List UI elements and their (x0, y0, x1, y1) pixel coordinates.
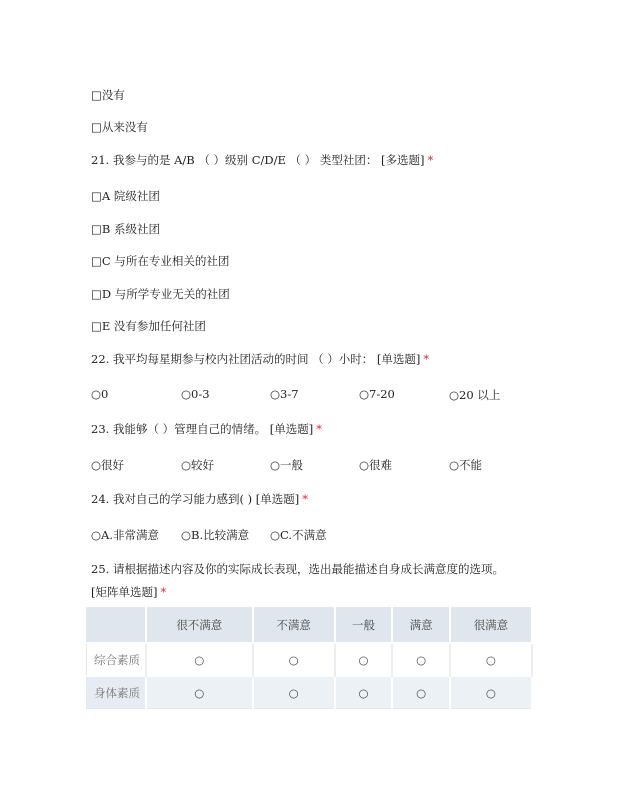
q22-option-3-7[interactable]: ○3-7 (270, 387, 299, 401)
q23-option-good[interactable]: ○较好 (181, 458, 215, 472)
matrix-col-header: 一般 (335, 608, 393, 644)
question-25-type: [矩阵单选题] (91, 585, 158, 599)
required-mark: * (302, 492, 308, 506)
question-23-text: 23. 我能够（ ）管理自己的情绪。 [单选题] (91, 422, 314, 436)
option-never[interactable]: □从来没有 (91, 120, 148, 134)
required-mark: * (160, 585, 167, 599)
q22-option-7-20[interactable]: ○7-20 (359, 387, 395, 401)
question-22-text: 22. 我平均每星期参与校内社团活动的时间 （ ）小时： [单选题] (91, 352, 421, 366)
q24-option-b[interactable]: ○B.比较满意 (181, 528, 250, 542)
question-22 (91, 351, 429, 367)
q22-option-20-plus[interactable]: ○20 以上 (449, 388, 501, 402)
matrix-radio[interactable]: ○ (146, 676, 253, 709)
matrix-row-label: 综合素质 (87, 643, 147, 676)
matrix-header-row (87, 608, 533, 644)
matrix-radio[interactable]: ○ (335, 643, 393, 676)
q23-option-very-good[interactable]: ○很好 (91, 458, 125, 472)
q21-option-b[interactable]: □B 系级社团 (91, 222, 160, 236)
q21-option-e[interactable]: □E 没有参加任何社团 (91, 319, 206, 333)
matrix-radio[interactable]: ○ (450, 676, 532, 709)
matrix-radio[interactable]: ○ (392, 676, 450, 709)
matrix-corner (87, 608, 147, 644)
required-mark: * (316, 422, 322, 436)
q24-option-a[interactable]: ○A.非常满意 (91, 528, 159, 542)
matrix-radio[interactable]: ○ (392, 643, 450, 676)
matrix-col-header: 满意 (392, 608, 450, 644)
q24-option-c[interactable]: ○C.不满意 (270, 528, 327, 542)
q21-option-a[interactable]: □A 院级社团 (91, 189, 160, 203)
question-23 (91, 421, 322, 437)
option-none[interactable]: □没有 (91, 88, 125, 102)
matrix-radio[interactable]: ○ (335, 676, 393, 709)
required-mark: * (427, 153, 434, 167)
required-mark: * (423, 352, 430, 366)
question-25-line1: 25. 请根据描述内容及你的实际成长表现，选出最能描述自身成长满意度的选项。 (91, 562, 504, 576)
q23-option-average[interactable]: ○一般 (270, 458, 304, 472)
matrix-radio[interactable]: ○ (253, 676, 335, 709)
matrix-row (87, 676, 533, 709)
matrix-radio[interactable]: ○ (253, 643, 335, 676)
question-24-text: 24. 我对自己的学习能力感到( ) [单选题] (91, 492, 300, 506)
matrix-radio[interactable]: ○ (450, 643, 532, 676)
matrix-col-header: 很不满意 (146, 608, 253, 644)
matrix-row (87, 643, 533, 676)
question-24 (91, 491, 308, 507)
matrix-col-header: 很满意 (450, 608, 532, 644)
q21-option-c[interactable]: □C 与所在专业相关的社团 (91, 254, 230, 268)
q22-option-0-3[interactable]: ○0-3 (181, 387, 210, 401)
q23-option-hard[interactable]: ○很难 (359, 458, 393, 472)
q23-option-cannot[interactable]: ○不能 (449, 458, 483, 472)
q21-option-d[interactable]: □D 与所学专业无关的社团 (91, 287, 230, 301)
question-25 (91, 584, 166, 600)
matrix-radio[interactable]: ○ (146, 643, 253, 676)
matrix-col-header: 不满意 (253, 608, 335, 644)
question-21-text: 21. 我参与的是 A/B （ ）级别 C/D/E （ ） 类型社团： [多选题] (91, 153, 425, 167)
q22-option-0[interactable]: ○0 (91, 387, 109, 401)
matrix-table (86, 607, 533, 709)
matrix-row-label: 身体素质 (87, 676, 147, 709)
question-21 (91, 152, 433, 168)
